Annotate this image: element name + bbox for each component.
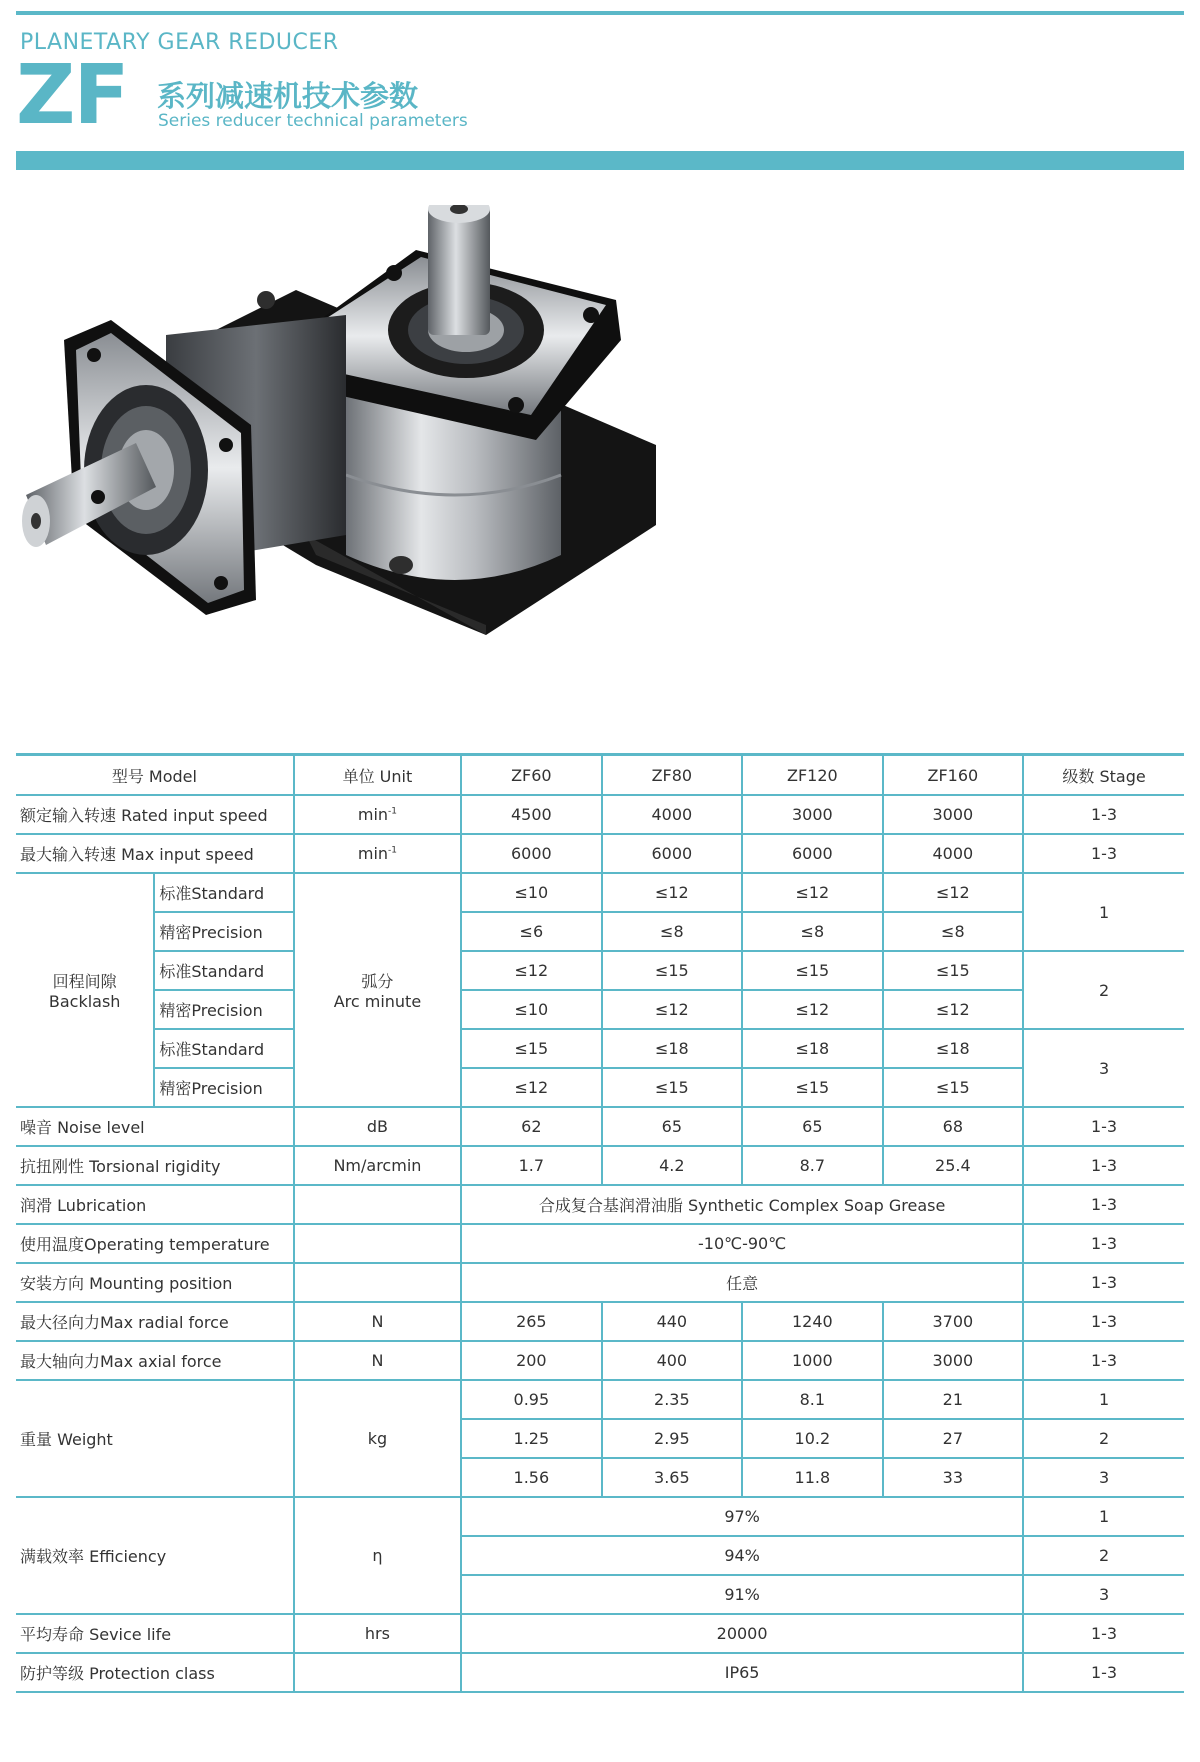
backlash-type: 标准Standard <box>154 951 293 990</box>
row-value: 440 <box>602 1302 743 1341</box>
row-value: ≤15 <box>742 951 883 990</box>
row-stage: 1-3 <box>1023 1224 1184 1263</box>
row-stage: 1-3 <box>1023 1146 1184 1185</box>
row-value: ≤10 <box>461 873 602 912</box>
row-value: 0.95 <box>461 1380 602 1419</box>
row-value: ≤8 <box>883 912 1024 951</box>
row-value: 4500 <box>461 795 602 834</box>
row-value: 1000 <box>742 1341 883 1380</box>
row-stage: 2 <box>1023 1419 1184 1458</box>
row-value: 6000 <box>742 834 883 873</box>
row-stage: 1-3 <box>1023 1302 1184 1341</box>
row-label: 平均寿命 Sevice life <box>16 1614 294 1653</box>
row-unit <box>294 1185 461 1224</box>
row-label: 润滑 Lubrication <box>16 1185 294 1224</box>
row-value: 1.7 <box>461 1146 602 1185</box>
row-value: 3000 <box>883 795 1024 834</box>
table-row <box>16 1107 1184 1146</box>
row-value: ≤12 <box>461 951 602 990</box>
table-row <box>16 1224 1184 1263</box>
row-stage: 1-3 <box>1023 1614 1184 1653</box>
row-value: ≤15 <box>742 1068 883 1107</box>
table-row <box>16 1185 1184 1224</box>
row-value-merged: -10℃-90℃ <box>461 1224 1023 1263</box>
row-label: 抗扭刚性 Torsional rigidity <box>16 1146 294 1185</box>
row-label: 最大轴向力Max axial force <box>16 1341 294 1380</box>
table-row <box>16 1341 1184 1380</box>
pre-title: PLANETARY GEAR REDUCER <box>20 30 339 55</box>
table-row <box>16 990 1184 1029</box>
row-value: 25.4 <box>883 1146 1024 1185</box>
table-row <box>16 795 1184 834</box>
row-value: 4.2 <box>602 1146 743 1185</box>
row-value: 4000 <box>883 834 1024 873</box>
row-label: 防护等级 Protection class <box>16 1653 294 1692</box>
row-value: 2.35 <box>602 1380 743 1419</box>
table-row <box>16 1029 1184 1068</box>
row-value-merged: 91% <box>461 1575 1023 1614</box>
table-row <box>16 1263 1184 1302</box>
gear-reducer-image <box>16 205 676 715</box>
row-label: 使用温度Operating temperature <box>16 1224 294 1263</box>
header-model-1: ZF60 <box>461 755 602 796</box>
row-stage: 1-3 <box>1023 1263 1184 1302</box>
row-unit: N <box>294 1341 461 1380</box>
row-value: 1240 <box>742 1302 883 1341</box>
row-stage: 1 <box>1023 873 1184 951</box>
backlash-type: 标准Standard <box>154 1029 293 1068</box>
row-value-merged: 任意 <box>461 1263 1023 1302</box>
row-value: ≤18 <box>883 1029 1024 1068</box>
header-model: 型号 Model <box>16 755 294 796</box>
row-value: ≤15 <box>602 951 743 990</box>
row-value: ≤12 <box>602 873 743 912</box>
row-stage: 2 <box>1023 1536 1184 1575</box>
row-label: 重量 Weight <box>16 1380 294 1497</box>
row-label: 满载效率 Efficiency <box>16 1497 294 1614</box>
table-row <box>16 912 1184 951</box>
row-unit: kg <box>294 1380 461 1497</box>
row-value: 33 <box>883 1458 1024 1497</box>
row-value-merged: IP65 <box>461 1653 1023 1692</box>
row-value: 62 <box>461 1107 602 1146</box>
row-value: 21 <box>883 1380 1024 1419</box>
row-value-merged: 94% <box>461 1536 1023 1575</box>
row-label: 最大输入转速 Max input speed <box>16 834 294 873</box>
row-stage: 3 <box>1023 1458 1184 1497</box>
row-value: 27 <box>883 1419 1024 1458</box>
row-value: 1.56 <box>461 1458 602 1497</box>
row-label: 最大径向力Max radial force <box>16 1302 294 1341</box>
row-value: 1.25 <box>461 1419 602 1458</box>
row-stage: 1 <box>1023 1380 1184 1419</box>
row-label: 噪音 Noise level <box>16 1107 294 1146</box>
row-unit: hrs <box>294 1614 461 1653</box>
header-model-2: ZF80 <box>602 755 743 796</box>
row-value: 4000 <box>602 795 743 834</box>
row-stage: 1-3 <box>1023 1341 1184 1380</box>
header-stage: 级数 Stage <box>1023 755 1184 796</box>
specs-table-wrap <box>16 753 1184 1693</box>
row-label: 额定输入转速 Rated input speed <box>16 795 294 834</box>
row-stage: 1 <box>1023 1497 1184 1536</box>
row-unit: N <box>294 1302 461 1341</box>
table-header-row <box>16 755 1184 796</box>
header-band <box>16 151 1184 170</box>
table-row <box>16 951 1184 990</box>
table-row <box>16 1380 1184 1419</box>
row-stage: 1-3 <box>1023 795 1184 834</box>
backlash-type: 精密Precision <box>154 990 293 1029</box>
row-value: 65 <box>742 1107 883 1146</box>
backlash-unit: 弧分 Arc minute <box>294 873 461 1107</box>
row-unit: η <box>294 1497 461 1614</box>
row-value: 68 <box>883 1107 1024 1146</box>
row-unit: $\min^{-1}$ <box>294 834 461 873</box>
row-value: ≤8 <box>742 912 883 951</box>
table-row <box>16 1497 1184 1536</box>
row-label: 安装方向 Mounting position <box>16 1263 294 1302</box>
row-value: 400 <box>602 1341 743 1380</box>
top-rule <box>16 11 1184 15</box>
row-value: ≤12 <box>883 873 1024 912</box>
row-value: ≤12 <box>883 990 1024 1029</box>
row-value: ≤15 <box>883 1068 1024 1107</box>
specs-table <box>16 753 1184 1693</box>
row-value: 3.65 <box>602 1458 743 1497</box>
row-value: 6000 <box>461 834 602 873</box>
header-unit: 单位 Unit <box>294 755 461 796</box>
row-value: ≤12 <box>461 1068 602 1107</box>
row-stage: 1-3 <box>1023 834 1184 873</box>
row-unit <box>294 1263 461 1302</box>
row-stage: 1-3 <box>1023 1107 1184 1146</box>
row-value-merged: 97% <box>461 1497 1023 1536</box>
row-value: 200 <box>461 1341 602 1380</box>
backlash-type: 标准Standard <box>154 873 293 912</box>
row-value: 3000 <box>883 1341 1024 1380</box>
row-value: 3700 <box>883 1302 1024 1341</box>
row-value: 11.8 <box>742 1458 883 1497</box>
row-value: ≤12 <box>742 873 883 912</box>
table-row <box>16 1653 1184 1692</box>
row-value: ≤6 <box>461 912 602 951</box>
backlash-type: 精密Precision <box>154 1068 293 1107</box>
row-value: 8.1 <box>742 1380 883 1419</box>
row-value: ≤15 <box>461 1029 602 1068</box>
table-row <box>16 1146 1184 1185</box>
header-model-4: ZF160 <box>883 755 1024 796</box>
backlash-label: 回程间隙 Backlash <box>16 873 154 1107</box>
row-value-merged: 20000 <box>461 1614 1023 1653</box>
row-value: 265 <box>461 1302 602 1341</box>
table-row <box>16 873 1184 912</box>
row-value: 3000 <box>742 795 883 834</box>
row-stage: 3 <box>1023 1575 1184 1614</box>
row-value: ≤15 <box>602 1068 743 1107</box>
table-row <box>16 1614 1184 1653</box>
row-value: ≤15 <box>883 951 1024 990</box>
row-value: 10.2 <box>742 1419 883 1458</box>
table-row <box>16 1068 1184 1107</box>
row-value-merged: 合成复合基润滑油脂 Synthetic Complex Soap Grease <box>461 1185 1023 1224</box>
header-model-3: ZF120 <box>742 755 883 796</box>
table-row <box>16 834 1184 873</box>
row-unit: $\min^{-1}$ <box>294 795 461 834</box>
brand-logo: ZF <box>16 48 128 143</box>
row-unit: Nm/arcmin <box>294 1146 461 1185</box>
row-stage: 1-3 <box>1023 1185 1184 1224</box>
row-value: ≤18 <box>742 1029 883 1068</box>
row-value: 6000 <box>602 834 743 873</box>
row-stage: 3 <box>1023 1029 1184 1107</box>
title-chinese: 系列减速机技术参数 <box>157 79 419 113</box>
row-value: 65 <box>602 1107 743 1146</box>
row-unit: dB <box>294 1107 461 1146</box>
row-value: ≤12 <box>742 990 883 1029</box>
row-unit <box>294 1653 461 1692</box>
row-value: 2.95 <box>602 1419 743 1458</box>
row-value: ≤10 <box>461 990 602 1029</box>
row-value: ≤18 <box>602 1029 743 1068</box>
row-unit <box>294 1224 461 1263</box>
row-value: 8.7 <box>742 1146 883 1185</box>
row-value: ≤8 <box>602 912 743 951</box>
row-value: ≤12 <box>602 990 743 1029</box>
table-row <box>16 1302 1184 1341</box>
row-stage: 2 <box>1023 951 1184 1029</box>
title-english: Series reducer technical parameters <box>158 111 468 131</box>
backlash-type: 精密Precision <box>154 912 293 951</box>
row-stage: 1-3 <box>1023 1653 1184 1692</box>
